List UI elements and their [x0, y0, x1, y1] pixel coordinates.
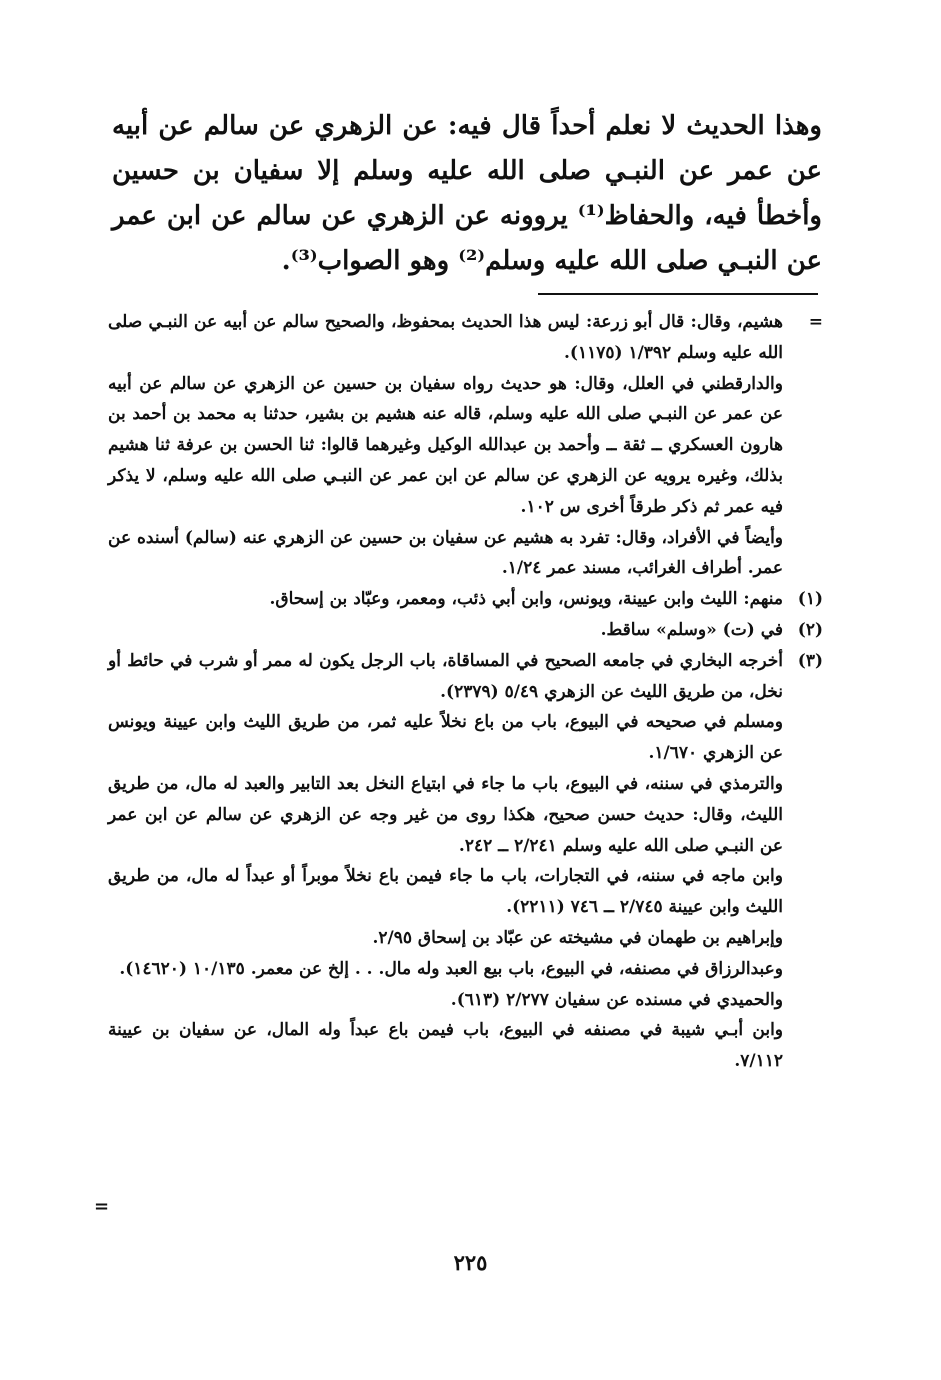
footnote-line: منهم: الليث وابن عيينة، ويونس، وابن أبي ذئب، ومعمر، وعبّاد بن إسحاق. [269, 589, 783, 610]
footnote-1 [108, 584, 823, 615]
footnote-line: والدارقطني في العلل، وقال: هو حديث رواه سفيان بن حسين عن الزهري عن سالم عن أبيه عن عمر عن النبـي صلى الله عليه وسلم، قاله عنه هشيم بن بشير، حدثنا به محمد بن أحمد بن هارون العسكري ــ ثقة ــ وأحمد بن عبدالله الوكيل وغيرهما قالوا: ثنا الحسن بن عرفة ثنا هشيم بذلك، وغيره يرويه عن الزهري عن سالم عن ابن عمر عن النبـي صلى الله عليه وسلم، لا يذكر فيه عمر ثم ذكر طرقاً أخرى س ١٠٢. [108, 373, 783, 517]
footnote-divider [538, 293, 818, 295]
footnote-line: هشيم، وقال: قال أبو زرعة: ليس هذا الحديث بمحفوظ، والصحيح سالم عن أبيه عن النبـي صلى الله عليه وسلم ١/٣٩٢ (١١٧٥). [108, 312, 783, 363]
page-number: ٢٢٥ [453, 1250, 488, 1275]
footnote-marker: (٢) [797, 619, 823, 640]
footnote-3 [108, 646, 823, 1077]
footnote-marker: (٣) [797, 650, 823, 671]
footnote-body [108, 646, 783, 1077]
footnote-line: وابن ماجه في سننه، في التجارات، باب ما جاء فيمن باع نخلاً موبراً أو عبداً له مال، من طريق الليث وابن عيينة ٢/٧٤٥ ــ ٧٤٦ (٢٢١١). [108, 866, 783, 918]
footnote-line: والحميدي في مسنده عن سفيان ٢/٢٧٧ (٦١٣). [450, 989, 783, 1010]
footnote-continuation [108, 307, 823, 584]
footnote-line: وأيضاً في الأفراد، وقال: تفرد به هشيم عن سفيان بن حسين عن الزهري عنه (سالم) أسنده عن عمر. أطراف الغرائب، مسند عمر ١/٢٤. [108, 527, 783, 579]
footnote-line: ومسلم في صحيحه في البيوع، باب من باع نخلاً عليه ثمر، من طريق الليث وابن عيينة ويونس عن الزهري ١/٦٧٠. [108, 712, 783, 764]
main-paragraph: وهذا الحديث لا نعلم أحداً قال فيه: عن الزهري عن سالم عن أبيه عن عمر عن النبـي صلى الله عليه وسلم إلا سفيان بن حسين وأخطأ فيه، والحفاظ⁽¹⁾ يروونه عن الزهري عن سالم عن ابن عمر عن النبـي صلى الله عليه وسلم⁽²⁾ وهو الصواب⁽³⁾. [112, 111, 822, 276]
footnote-body [108, 307, 783, 584]
continuation-end-marker: = [94, 1196, 110, 1217]
footnote-line: وابن أبـي شيبة في مصنفه في البيوع، باب فيمن باع عبداً وله المال، عن سفيان بن عيينة ٧/١١٢. [108, 1020, 783, 1072]
footnote-line: أخرجه البخاري في جامعه الصحيح في المساقاة، باب الرجل يكون له ممر أو شرب في حائط أو نخل، من طريق الليث عن الزهري ٥/٤٩ (٢٣٧٩). [108, 650, 783, 702]
footnote-2 [108, 615, 823, 646]
footnote-line: في (ت) «وسلم» ساقط. [600, 619, 783, 640]
footnote-line: وعبدالرزاق في مصنفه، في البيوع، باب بيع العبد وله مال. . . إلخ عن معمر. ١٠/١٣٥ (١٤٦٢٠). [119, 958, 783, 979]
footnote-body [108, 584, 783, 615]
footnote-marker: (١) [797, 589, 823, 610]
main-text [112, 104, 822, 284]
footnote-line: وإبراهيم بن طهمان في مشيخته عن عبّاد بن إسحاق ٢/٩٥. [372, 927, 783, 948]
footnotes [108, 307, 823, 1077]
footnote-body [108, 615, 783, 646]
continuation-marker: = [808, 312, 823, 332]
footnote-line: والترمذي في سننه، في البيوع، باب ما جاء في ابتياع النخل بعد التابير والعبد له مال، من طريق الليث، وقال: حديث حسن صحيح، هكذا روى من غير وجه عن الزهري عن سالم عن ابن عمر عن النبـي صلى الله عليه وسلم ٢/٢٤١ ــ ٢٤٢. [108, 773, 783, 856]
